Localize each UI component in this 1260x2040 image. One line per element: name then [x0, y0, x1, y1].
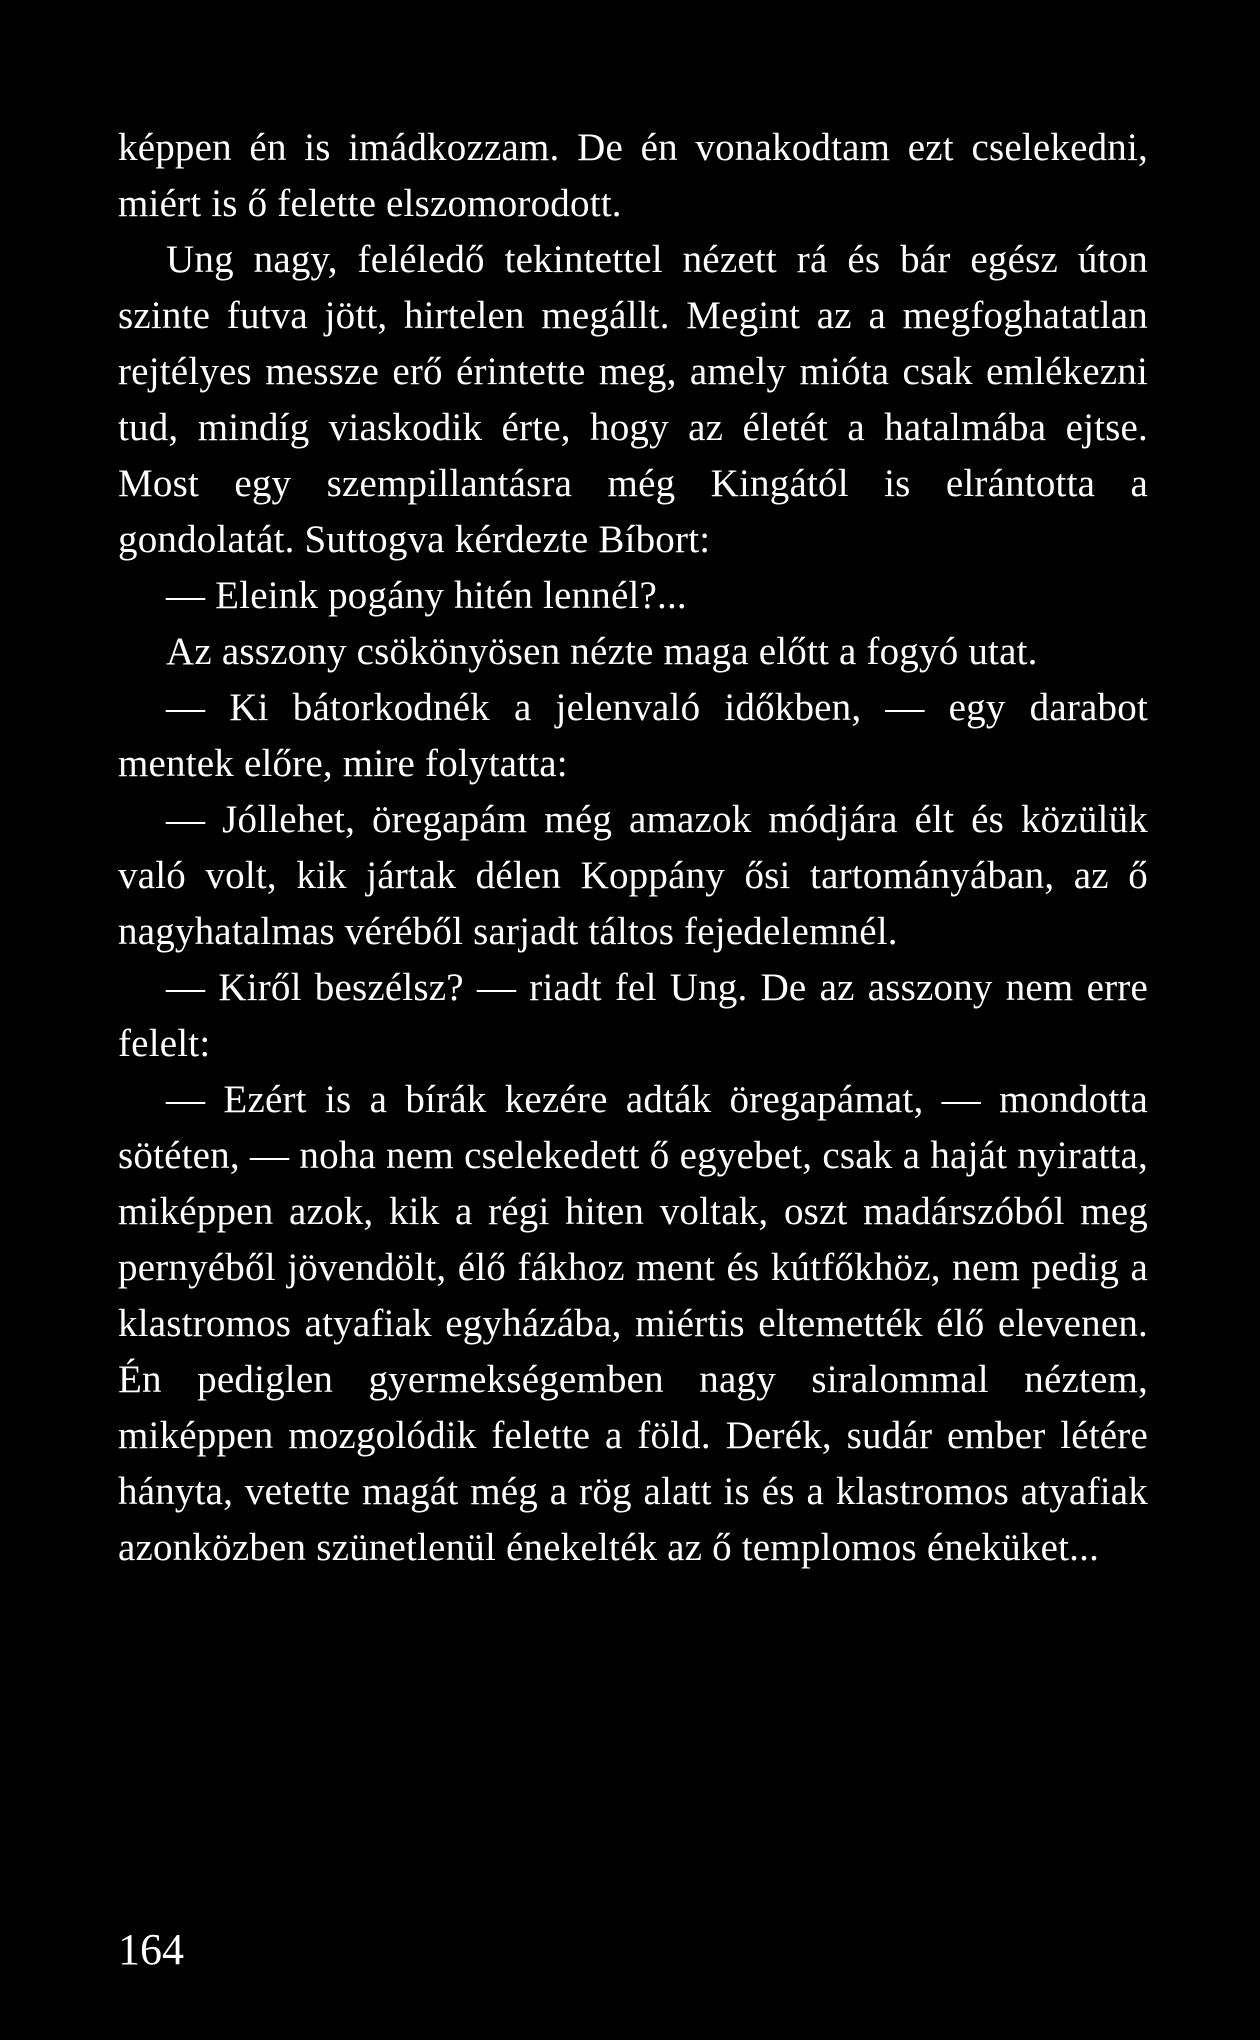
paragraph: Ung nagy, feléledő tekintettel nézett rá és bár egész úton szinte futva jött, hirtelen megállt. Megint az a megfoghatatlan rejtélyes messze erő érintette meg, amely mióta csak emlékezni tud, mindíg viaskodik érte, hogy az életét a hatalmába ejtse. Most egy szempillantásra még Kingától is elrántotta a gondolatát. Suttogva kérdezte Bíbort: [118, 238, 1148, 561]
dialogue-line: — Ezért is a bírák kezére adták öregapámat, — mondotta sötéten, — noha nem cselekedett ő egyebet, csak a haját nyiratta, miképpen azok, kik a régi hiten voltak, oszt madárszóból meg pernyéből jövendölt, élő fákhoz ment és kútfőkhöz, nem pedig a klastromos atyafiak egyházába, miértis eltemették élő elevenen. Én pediglen gyermekségemben nagy siralommal néztem, miképpen mozgolódik felette a föld. Derék, sudár ember létére hányta, vetette magát még a rög alatt is és a klastromos atyafiak azonközben szünetlenül énekelték az ő templomos éneküket... [118, 1078, 1148, 1569]
dialogue-line: — Ki bátorkodnék a jelenvaló időkben, — egy darabot mentek előre, mire folytatta: [118, 686, 1148, 785]
dialogue-line: — Eleink pogány hitén lennél?... [166, 574, 687, 617]
dialogue-line: — Jóllehet, öregapám még amazok módjára élt és közülük való volt, kik jártak délen Koppány ősi tartományában, az ő nagyhatalmas véréből sarjadt táltos fejedelemnél. [118, 798, 1148, 953]
page-number: 164 [118, 1925, 184, 1974]
dialogue-line: — Kiről beszélsz? — riadt fel Ung. De az asszony nem erre felelt: [118, 966, 1148, 1065]
paragraph: Az asszony csökönyösen nézte maga előtt a fogyó utat. [166, 630, 1038, 673]
body-text [118, 120, 1148, 1576]
paragraph-continuation: képpen én is imádkozzam. De én vonakodtam ezt cselekedni, miért is ő felette elszomorodott. [118, 126, 1148, 225]
